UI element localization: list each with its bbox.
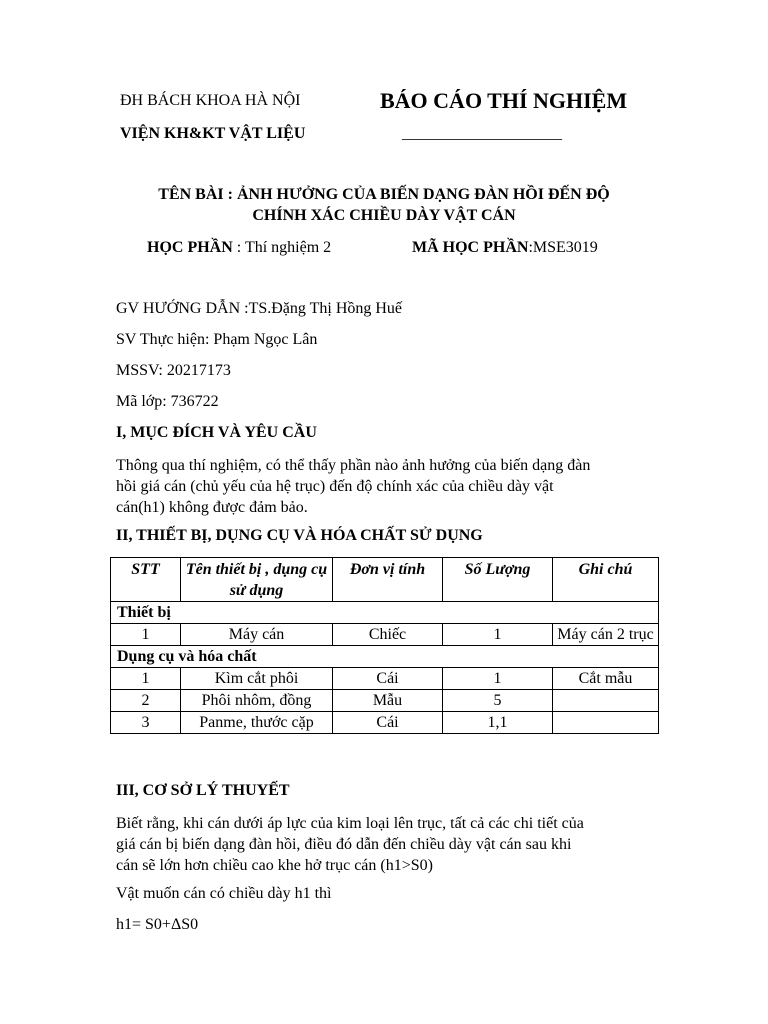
cell-unit: Cái xyxy=(333,668,443,690)
header-unit: Đơn vị tính xyxy=(333,558,443,602)
cell-stt: 2 xyxy=(111,690,181,712)
cell-stt: 1 xyxy=(111,624,181,646)
cell-quantity: 1 xyxy=(443,668,553,690)
cell-note: Máy cán 2 trục xyxy=(553,624,659,646)
section1-line: hồi giá cán (chủ yếu của hệ trục) đến độ chính xác của chiều dày vật xyxy=(116,478,554,495)
cell-quantity: 1 xyxy=(443,624,553,646)
advisor: GV HƯỚNG DẪN :TS.Đặng Thị Hồng Huế xyxy=(116,300,403,317)
class-code: Mã lớp: 736722 xyxy=(116,393,219,410)
section1-line: Thông qua thí nghiệm, có thể thấy phần nào ảnh hưởng của biến dạng đàn xyxy=(116,457,591,474)
section1-paragraph xyxy=(116,455,676,518)
thickness-formula: h1= S0+ΔS0 xyxy=(116,916,199,933)
equipment-table xyxy=(110,557,659,734)
table-row xyxy=(111,624,659,646)
table-group-row xyxy=(111,602,659,624)
table-group-row xyxy=(111,646,659,668)
experiment-title-line2: CHÍNH XÁC CHIỀU DÀY VẬT CÁN xyxy=(252,207,516,224)
section3-heading: III, CƠ SỞ LÝ THUYẾT xyxy=(116,782,290,799)
cell-quantity: 5 xyxy=(443,690,553,712)
experiment-title-line1: TÊN BÀI : ẢNH HƯỞNG CỦA BIẾN DẠNG ĐÀN HỒI ĐẾN ĐỘ xyxy=(158,186,610,203)
signature-line: ____________________ xyxy=(402,125,562,142)
cell-unit: Mẫu xyxy=(333,690,443,712)
cell-stt: 3 xyxy=(111,712,181,734)
course-code-value: :MSE3019 xyxy=(528,239,598,256)
institute-name: VIỆN KH&KT VẬT LIỆU xyxy=(120,125,306,142)
university-name: ĐH BÁCH KHOA HÀ NỘI xyxy=(120,92,301,109)
course-info xyxy=(147,239,331,257)
group-tools: Dụng cụ và hóa chất xyxy=(111,646,659,668)
section2-heading: II, THIẾT BỊ, DỤNG CỤ VÀ HÓA CHẤT SỬ DỤNG xyxy=(116,527,483,544)
section3-line: Biết rằng, khi cán dưới áp lực của kim loại lên trục, tất cả các chi tiết của xyxy=(116,815,584,832)
cell-unit: Cái xyxy=(333,712,443,734)
header-equipment-name: Tên thiết bị , dụng cụ sử dụng xyxy=(181,558,333,602)
cell-note: Cắt mẫu xyxy=(553,668,659,690)
section3-line: cán sẽ lớn hơn chiều cao khe hở trục cán (h1>S0) xyxy=(116,857,433,874)
section3-statement: Vật muốn cán có chiều dày h1 thì xyxy=(116,885,332,902)
table-row xyxy=(111,668,659,690)
course-code-label: MÃ HỌC PHẦN xyxy=(412,239,529,256)
section1-heading: I, MỤC ĐÍCH VÀ YÊU CẦU xyxy=(116,424,317,441)
table-row xyxy=(111,712,659,734)
cell-unit: Chiếc xyxy=(333,624,443,646)
report-title: BÁO CÁO THÍ NGHIỆM xyxy=(380,88,628,113)
table-header-row xyxy=(111,558,659,602)
cell-quantity: 1,1 xyxy=(443,712,553,734)
course-code-info xyxy=(412,239,598,257)
cell-note xyxy=(553,690,659,712)
course-label: HỌC PHẦN xyxy=(147,239,233,256)
cell-name: Máy cán xyxy=(181,624,333,646)
cell-name: Kìm cắt phôi xyxy=(181,668,333,690)
header-stt: STT xyxy=(111,558,181,602)
cell-stt: 1 xyxy=(111,668,181,690)
cell-note xyxy=(553,712,659,734)
cell-name: Phôi nhôm, đồng xyxy=(181,690,333,712)
section3-paragraph xyxy=(116,813,676,876)
header-note: Ghi chú xyxy=(553,558,659,602)
student-name: SV Thực hiện: Phạm Ngọc Lân xyxy=(116,331,318,348)
section3-line: giá cán bị biến dạng đàn hồi, điều đó dẫn đến chiều dày vật cán sau khi xyxy=(116,836,572,853)
header-quantity: Số Lượng xyxy=(443,558,553,602)
cell-name: Panme, thước cặp xyxy=(181,712,333,734)
section1-line: cán(h1) không được đảm bảo. xyxy=(116,499,308,516)
course-value: : Thí nghiệm 2 xyxy=(232,239,332,256)
student-id: MSSV: 20217173 xyxy=(116,362,231,379)
table-row xyxy=(111,690,659,712)
group-equipment: Thiết bị xyxy=(111,602,659,624)
